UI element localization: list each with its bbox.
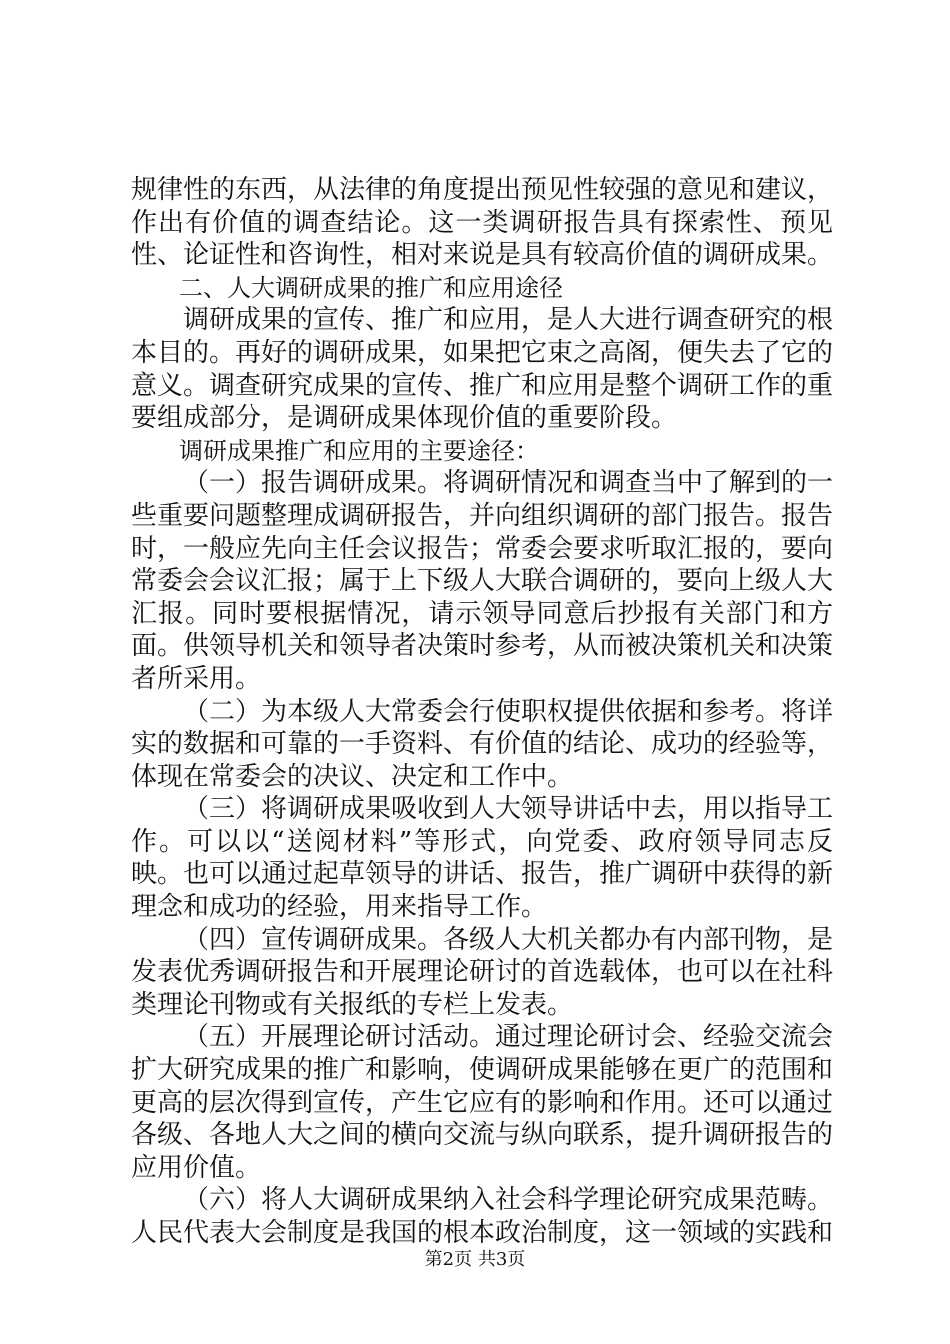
document-body <box>131 174 833 1250</box>
list-item: （四）宣传调研成果。各级人大机关都办有内部刊物，是发表优秀调研报告和开展理论研讨的首选载体，也可以在社科类理论刊物或有关报纸的专栏上发表。 <box>131 924 834 1020</box>
list-item: （二）为本级人大常委会行使职权提供依据和参考。将详实的数据和可靠的一手资料、有价值的结论、成功的经验等，体现在常委会的决议、决定和工作中。 <box>131 696 834 792</box>
list-item: （三）将调研成果吸收到人大领导讲话中去，用以指导工作。可以以“送阅材料”等形式，向党委、政府领导同志反映。也可以通过起草领导的讲话、报告，推广调研中获得的新理念和成功的经验，用来指导工作。 <box>131 794 834 923</box>
list-item: （六）将人大调研成果纳入社会科学理论研究成果范畴。人民代表大会制度是我国的根本政治制度，这一领域的实践和 <box>131 1185 834 1248</box>
paragraph: 调研成果推广和应用的主要途径： <box>179 436 539 465</box>
list-item: （五）开展理论研讨活动。通过理论研讨会、经验交流会扩大研究成果的推广和影响，使调研成果能够在更广的范围和更高的层次得到宣传，产生它应有的影响和作用。还可以通过各级、各地人大之间的横向交流与纵向联系，提升调研报告的应用价值。 <box>131 1022 834 1183</box>
paragraph: 调研成果的宣传、推广和应用，是人大进行调查研究的根本目的。再好的调研成果，如果把它束之高阁，便失去了它的意义。调查研究成果的宣传、推广和应用是整个调研工作的重要组成部分，是调研成果体现价值的重要阶段。 <box>131 305 834 434</box>
page-footer: 第2页 共3页 <box>424 1249 526 1270</box>
section-heading: 二、人大调研成果的推广和应用途径 <box>179 273 563 302</box>
paragraph: 规律性的东西，从法律的角度提出预见性较强的意见和建议，作出有价值的调查结论。这一类调研报告具有探索性、预见性、论证性和咨询性，相对来说是具有较高价值的调研成果。 <box>131 175 834 271</box>
list-item: （一）报告调研成果。将调研情况和调查当中了解到的一些重要问题整理成调研报告，并向组织调研的部门报告。报告时，一般应先向主任会议报告；常委会要求听取汇报的，要向常委会会议汇报；属于上下级人大联合调研的，要向上级人大汇报。同时要根据情况，请示领导同意后抄报有关部门和方面。供领导机关和领导者决策时参考，从而被决策机关和决策者所采用。 <box>131 468 834 694</box>
